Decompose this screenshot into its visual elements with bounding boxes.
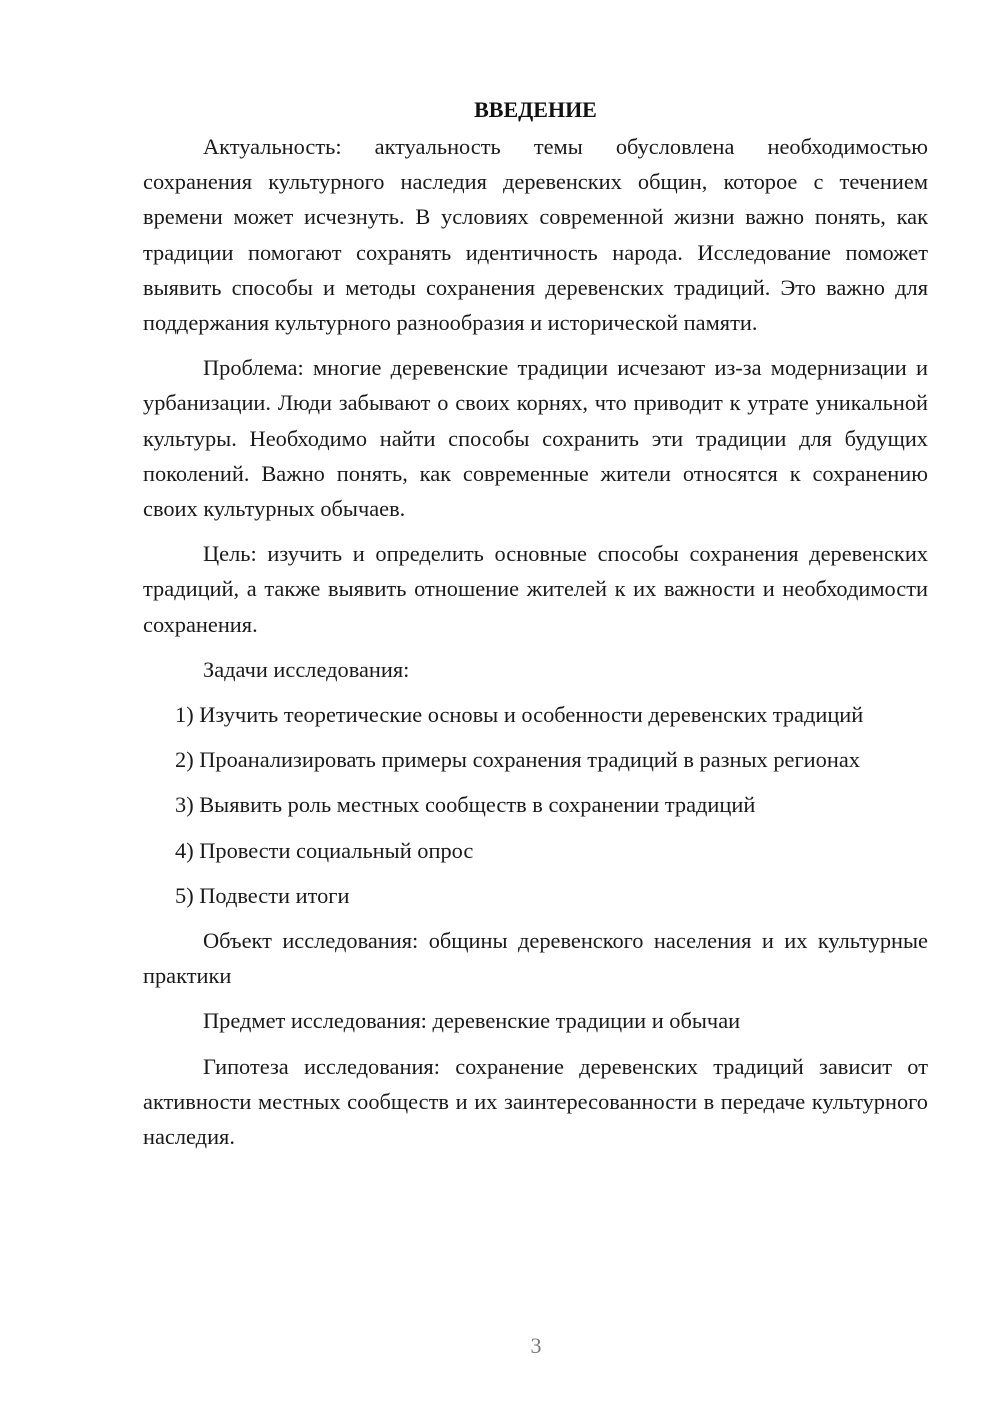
page-number: 3 [530, 1333, 542, 1358]
document-body [143, 92, 928, 1164]
hypothesis-paragraph: Гипотеза исследования: сохранение деревенских традиций зависит от активности местных сообществ и их заинтересованности в передаче культурного наследия. [143, 1053, 928, 1150]
task-item: 2) Проанализировать примеры сохранения традиций в разных регионах [175, 747, 860, 773]
task-item: 3) Выявить роль местных сообществ в сохранении традиций [175, 792, 756, 818]
task-item: 1) Изучить теоретические основы и особенности деревенских традиций [175, 702, 864, 728]
task-item: 5) Подвести итоги [175, 882, 350, 908]
relevance-paragraph: Актуальность: актуальность темы обусловлена необходимостью сохранения культурного наследия деревенских общин, которое с течением времени может исчезнуть. В условиях современной жизни важно понять, как традиции помогают сохранять идентичность народа. Исследование поможет выявить способы и методы сохранения деревенских традиций. Это важно для поддержания культурного разнообразия и исторической памяти. [143, 134, 928, 336]
object-paragraph: Объект исследования: общины деревенского населения и их культурные практики [143, 928, 928, 989]
problem-paragraph: Проблема: многие деревенские традиции исчезают из-за модернизации и урбанизации. Люди забывают о своих корнях, что приводит к утрате уникальной культуры. Необходимо найти способы сохранить эти традиции для будущих поколений. Важно понять, как современные жители относятся к сохранению своих культурных обычаев. [143, 355, 928, 522]
subject-paragraph: Предмет исследования: деревенские традиции и обычаи [203, 1008, 741, 1034]
goal-paragraph: Цель: изучить и определить основные способы сохранения деревенских традиций, а также выявить отношение жителей к их важности и необходимости сохранения. [143, 541, 928, 637]
task-item: 4) Провести социальный опрос [175, 837, 474, 863]
tasks-heading: Задачи исследования: [203, 656, 410, 682]
page-title: ВВЕДЕНИЕ [474, 97, 597, 122]
